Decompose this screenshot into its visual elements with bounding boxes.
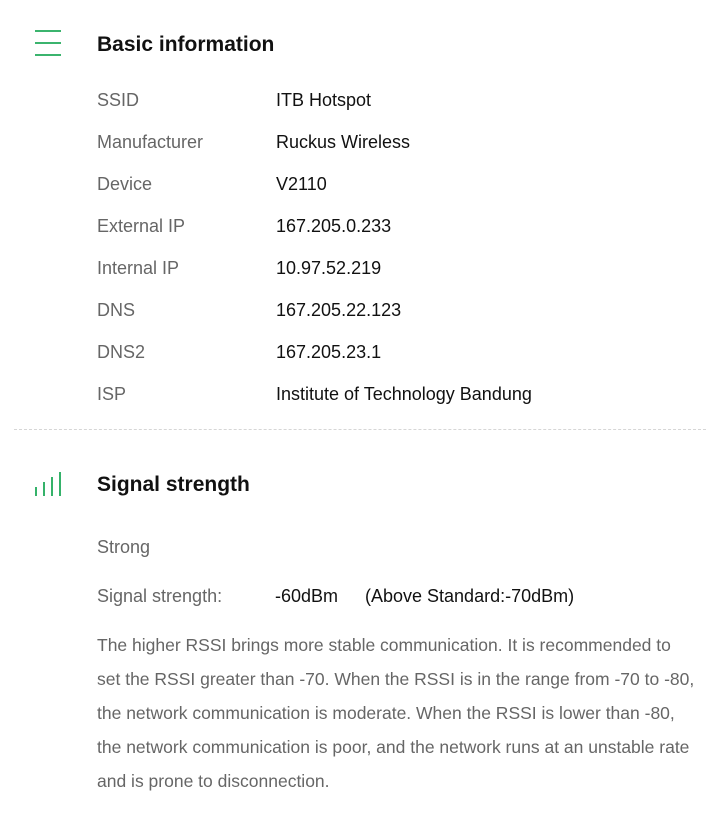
info-value: Ruckus Wireless (276, 132, 411, 152)
info-row-manufacturer (97, 127, 697, 157)
rssi-description: The higher RSSI brings more stable communication. It is recommended to set the RSSI greater than -70. When the RSSI is in the range from -70 to -80, the network communication is moderate. When the RSSI is lower than -80, the network communication is poor, and the network runs at an unstable rate and is prone to disconnection. (97, 635, 695, 791)
info-row-device (97, 169, 697, 199)
info-row-ssid (97, 85, 697, 115)
info-row-external-ip (97, 211, 697, 241)
info-label: Device (97, 174, 153, 194)
signal-strength-value: -60dBm (275, 586, 339, 606)
info-label: ISP (97, 384, 127, 404)
menu-lines-icon (34, 29, 62, 62)
signal-strength-label: Signal strength: (97, 586, 223, 606)
info-value: Institute of Technology Bandung (276, 384, 532, 404)
signal-bars-icon (34, 471, 64, 502)
info-value: V2110 (276, 174, 327, 194)
signal-standard-note: (Above Standard:-70dBm) (365, 586, 575, 606)
info-row-isp (97, 379, 697, 409)
info-value: 167.205.23.1 (276, 342, 382, 362)
info-label: DNS (97, 300, 136, 320)
info-value: 167.205.22.123 (276, 300, 402, 320)
signal-strength-row (97, 581, 697, 611)
basic-information-title: Basic information (97, 33, 275, 56)
info-label: External IP (97, 216, 186, 236)
info-label: DNS2 (97, 342, 146, 362)
info-label: Internal IP (97, 258, 180, 278)
info-row-internal-ip (97, 253, 697, 283)
info-value: ITB Hotspot (276, 90, 372, 110)
info-value: 10.97.52.219 (276, 258, 382, 278)
signal-level-text: Strong (97, 537, 151, 557)
info-value: 167.205.0.233 (276, 216, 392, 236)
info-label: Manufacturer (97, 132, 204, 152)
info-label: SSID (97, 90, 140, 110)
info-row-dns2 (97, 337, 697, 367)
info-row-dns (97, 295, 697, 325)
signal-strength-title: Signal strength (97, 473, 250, 496)
